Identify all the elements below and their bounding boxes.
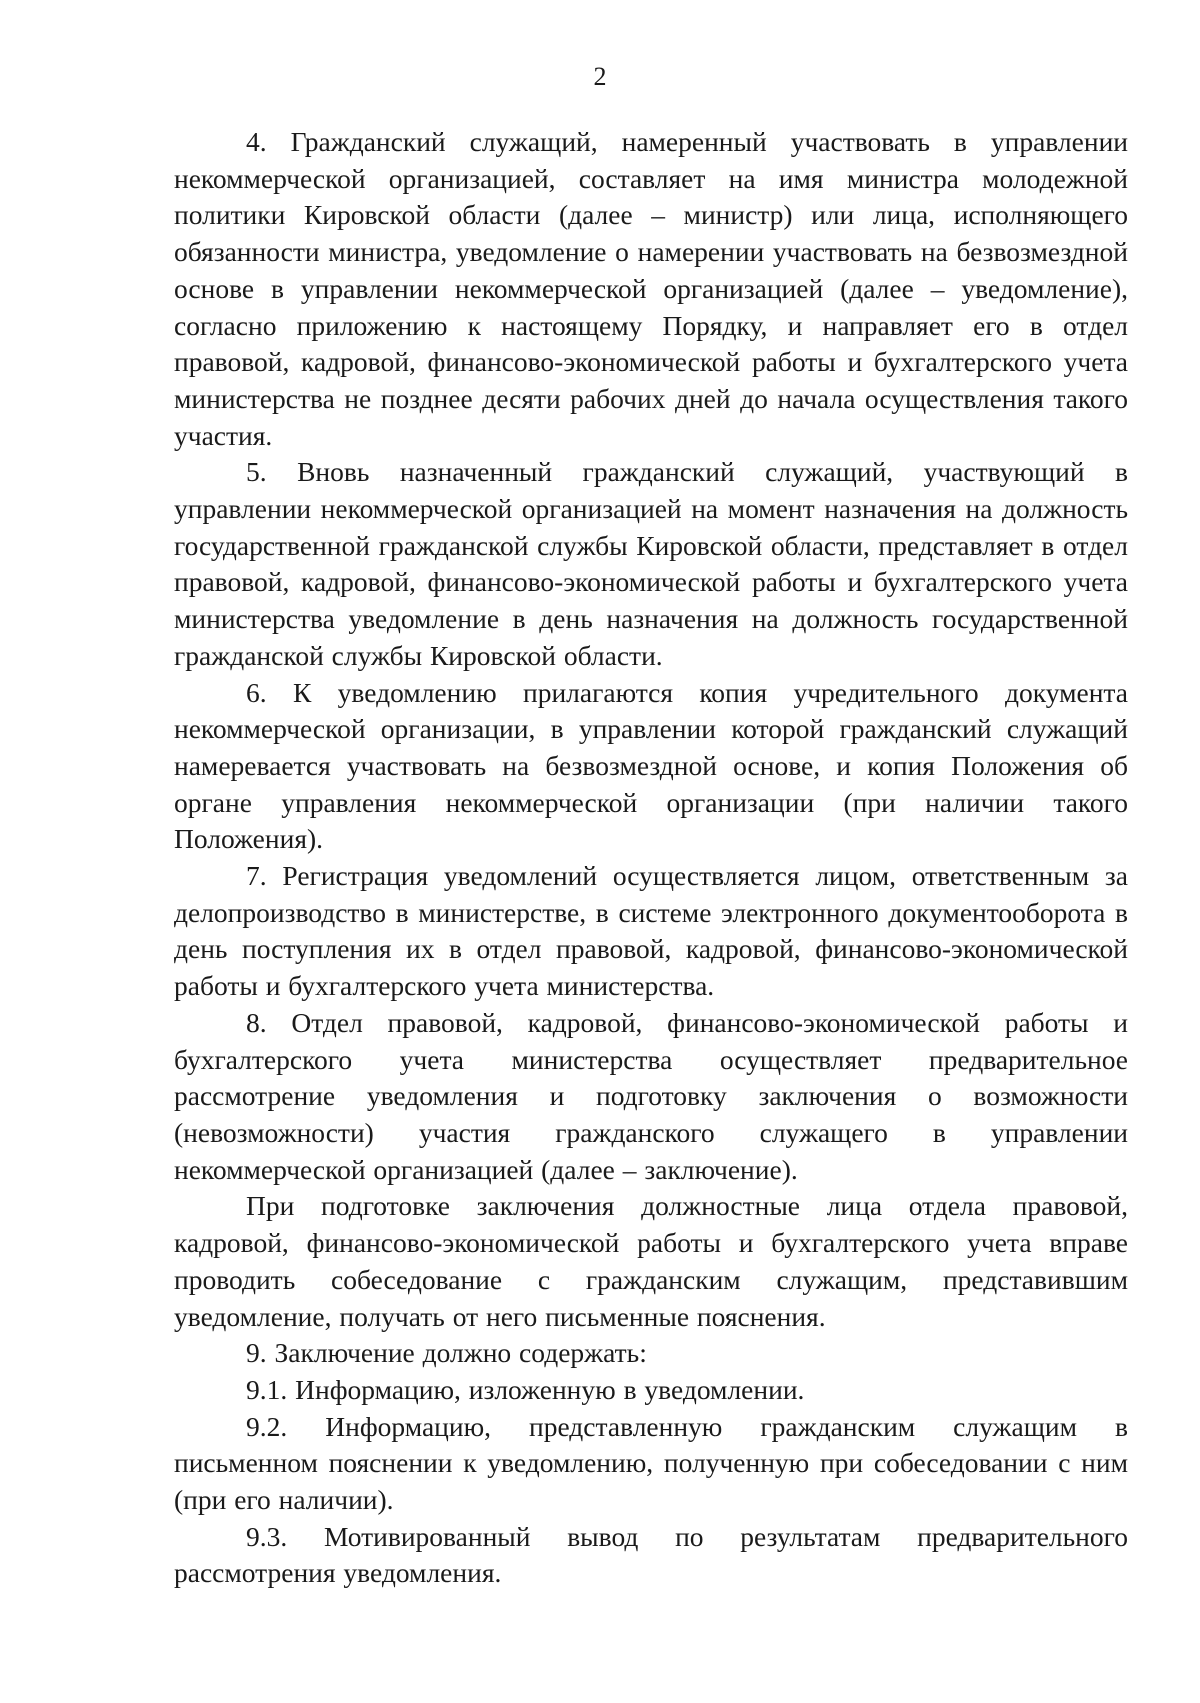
document-body: [174, 124, 1128, 1592]
paragraph-9: 9. Заключение должно содержать:: [246, 1337, 647, 1369]
paragraph-6: 6. К уведомлению прилагаются копия учредительного документа некоммерческой организации, в управлении которой гражданский служащий намеревается участвовать на безвозмездной основе, и копия Положения об органе управления некоммерческой организации (при наличии такого Положения).: [174, 676, 1128, 855]
paragraph-8: 8. Отдел правовой, кадровой, финансово-экономической работы и бухгалтерского учета министерства осуществляет предварительное рассмотрение уведомления и подготовку заключения о возможности (невозможности) участия гражданского служащего в управлении некоммерческой организацией (далее – заключение).: [174, 1006, 1128, 1185]
paragraph-9-2: 9.2. Информацию, представленную гражданским служащим в письменном пояснении к уведомлению, полученную при собеседовании с ним (при его наличии).: [174, 1410, 1128, 1516]
paragraph-9-3: 9.3. Мотивированный вывод по результатам предварительного рассмотрения уведомления.: [174, 1520, 1128, 1589]
paragraph-9-1: 9.1. Информацию, изложенную в уведомлении.: [246, 1373, 805, 1405]
paragraph-5: 5. Вновь назначенный гражданский служащий, участвующий в управлении некоммерческой организацией на момент назначения на должность государственной гражданской службы Кировской области, представляет в отдел правовой, кадровой, финансово-экономической работы и бухгалтерского учета министерства уведомление в день назначения на должность государственной гражданской службы Кировской области.: [174, 456, 1128, 671]
paragraph-4: 4. Гражданский служащий, намеренный участвовать в управлении некоммерческой организацией, составляет на имя министра молодежной политики Кировской области (далее – министр) или лица, исполняющего обязанности министра, уведомление о намерении участвовать на безвозмездной основе в управлении некоммерческой организацией (далее – уведомление), согласно приложению к настоящему Порядку, и направляет его в отдел правовой, кадровой, финансово-экономической работы и бухгалтерского учета министерства не позднее десяти рабочих дней до начала осуществления такого участия.: [174, 126, 1128, 451]
paragraph-7: 7. Регистрация уведомлений осуществляется лицом, ответственным за делопроизводство в министерстве, в системе электронного документооборота в день поступления их в отдел правовой, кадровой, финансово-экономической работы и бухгалтерского учета министерства.: [174, 860, 1128, 1002]
paragraph-8-continuation: При подготовке заключения должностные лица отдела правовой, кадровой, финансово-экономической работы и бухгалтерского учета вправе проводить собеседование с гражданским служащим, представившим уведомление, получать от него письменные пояснения.: [174, 1190, 1128, 1332]
page-number: 2: [593, 62, 607, 91]
